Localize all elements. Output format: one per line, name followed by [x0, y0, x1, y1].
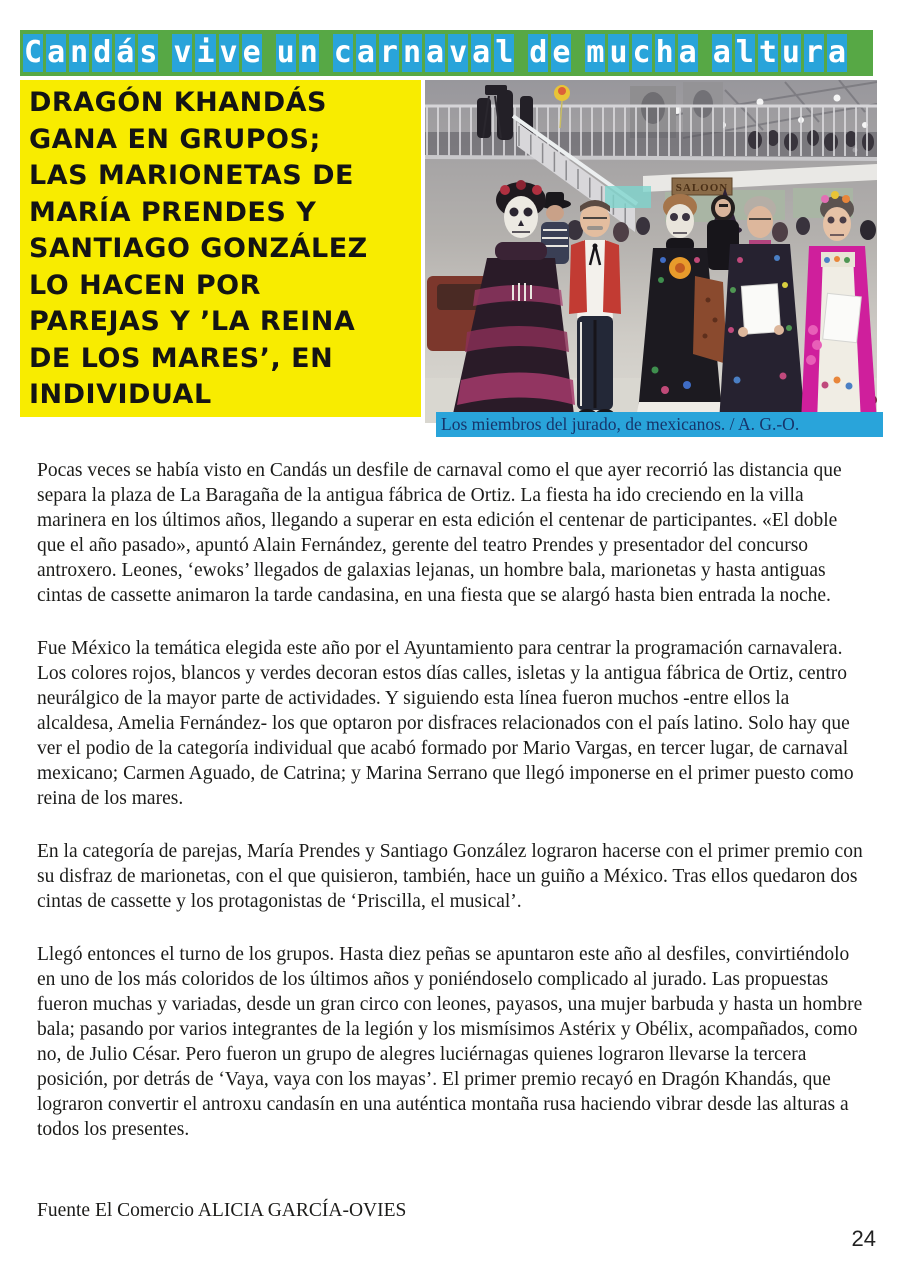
carnival-photo [425, 80, 877, 423]
title-letter: h [655, 35, 674, 70]
title-letter: v [449, 35, 468, 70]
title-letter: n [299, 35, 318, 70]
title-space [574, 34, 585, 72]
title-letter: a [678, 35, 697, 70]
title-letter: a [472, 35, 491, 70]
headline-line: GANA EN GRUPOS; [29, 123, 321, 155]
headline-line: DE LOS MARES’, EN [29, 342, 334, 374]
title-letter: l [495, 35, 514, 70]
photo-caption: Los miembros del jurado, de mexicanos. / A. G.-O. [436, 412, 883, 437]
title-letter: n [402, 35, 421, 70]
pink-woman-paper [823, 293, 862, 342]
title-space [701, 34, 712, 72]
article-paragraph: En la categoría de parejas, María Prendes y Santiago González lograron hacerse con el primer premio con su disfraz de marionetas, con el que quisieron, también, hace un guiño a México. Tras ellos quedaron dos cintas de cassette y los protagonistas de ‘Priscilla, el musical’. [37, 841, 863, 912]
shawl-woman-paper [741, 284, 780, 334]
headline-line: DRAGÓN KHANDÁS [29, 87, 327, 118]
article-paragraph: Fue México la temática elegida este año por el Ayuntamiento para centrar la programación carnavalera. Los colores rojos, blancos y verdes decoran estos días calles, isletas y la antigua fábrica de Ortiz, centro neurálgico de la mayor parte de actividades. Y siguiendo esta línea fueron muchos -entre ellos la alcaldesa, Amelia Fernández- los que optaron por disfraces relacionados con el país latino. Solo hay que ver el podio de la categoría individual que acabó formado por Mario Vargas, en tercer lugar, de carnaval mexicano; Carmen Aguado, de Catrina; y Marina Serrano que llegó imponerse en el primer puesto como reina de los mares. [37, 638, 854, 809]
title-letter: c [632, 35, 651, 70]
title-letter: a [356, 35, 375, 70]
headline-line: SANTIAGO GONZÁLEZ [29, 233, 368, 264]
source-line: Fuente El Comercio ALICIA GARCÍA-OVIES [37, 1200, 407, 1221]
title-letter: t [758, 35, 777, 70]
headline-box [20, 80, 421, 417]
title-letter: e [552, 35, 571, 70]
headline-line: PAREJAS Y ’LA REINA [29, 306, 356, 337]
title-letter: r [804, 35, 823, 70]
title-letter: u [609, 35, 628, 70]
title-letter: á [116, 35, 135, 70]
title-letter: v [173, 35, 192, 70]
page-number: 24 [851, 1226, 876, 1251]
title-letter: C [24, 35, 43, 70]
title-letter: m [586, 35, 605, 70]
title-letter: r [379, 35, 398, 70]
title-letter: n [70, 35, 89, 70]
title-space [265, 34, 276, 72]
page-title [23, 34, 850, 72]
title-letter: d [529, 35, 548, 70]
saloon-sign-text: SALOON [675, 182, 729, 194]
headline-line: MARÍA PRENDES Y [29, 196, 317, 228]
title-letter: a [47, 35, 66, 70]
article-paragraph: Llegó entonces el turno de los grupos. Hasta diez peñas se apuntaron este año al desfiles, convirtiéndolo en uno de los más coloridos de los últimos años y poniéndoselo complicado al jurado. Las propuestas fueron muchas y variadas, desde un gran circo con leones, payasos, una mujer barbuda y hasta un hombre bala; pasando por varios integrantes de la legión y los mismísimos Astérix y Obélix, acompañados, como no, de Julio César. Pero fueron un grupo de alegres luciérnagas quienes lograron llevarse la tercera posición, por detrás de ‘Vaya, vaya con los mayas’. El primer premio recayó en Dragón Khandás, que lograron convertir el antroxu candasín en una auténtica montaña rusa haciendo vibrar desde las alturas a todos los presentes. [37, 944, 863, 1140]
title-letter: u [276, 35, 295, 70]
photo-balcony-floor [425, 157, 877, 159]
carnival-photo-image [425, 80, 877, 423]
headline-line: INDIVIDUAL [29, 379, 212, 410]
title-letter: a [712, 35, 731, 70]
title-space [161, 34, 172, 72]
title-letter: a [828, 35, 847, 70]
title-letter: e [242, 35, 261, 70]
headline-lines [29, 85, 421, 414]
title-letter: i [196, 35, 215, 70]
title-letter: c [333, 35, 352, 70]
title-space [517, 34, 528, 72]
title-letter: s [139, 35, 158, 70]
title-letter: d [93, 35, 112, 70]
title-letter: v [219, 35, 238, 70]
article-paragraph: Pocas veces se había visto en Candás un desfile de carnaval como el que ayer recorrió las distancia que separa la plaza de La Baragaña de la antigua fábrica de Ortiz. La fiesta ha ido creciendo en la villa marinera en los últimos años, llegando a superar en esta edición el centenar de participantes. «El doble que el año pasado», apuntó Alain Fernández, gerente del teatro Prendes y presentador del concurso antroxero. Leones, ‘ewoks’ llegados de galaxias lejanas, un hombre bala, marionetas y hasta antiguas cintas de cassette animaron la tarde candasina, en una fiesta que se alargó hasta bien entrada la noche. [37, 460, 842, 606]
photo-teal-banner [605, 186, 651, 208]
photo-balcony-rails [427, 106, 867, 156]
title-bar [20, 30, 873, 76]
title-space [322, 34, 333, 72]
photo-saloon-sign [672, 178, 732, 195]
article-body [37, 458, 870, 1170]
headline-line: LO HACEN POR [29, 269, 261, 301]
title-letter: l [735, 35, 754, 70]
title-letter: u [781, 35, 800, 70]
title-letter: a [426, 35, 445, 70]
headline-line: LAS MARIONETAS DE [29, 160, 354, 191]
